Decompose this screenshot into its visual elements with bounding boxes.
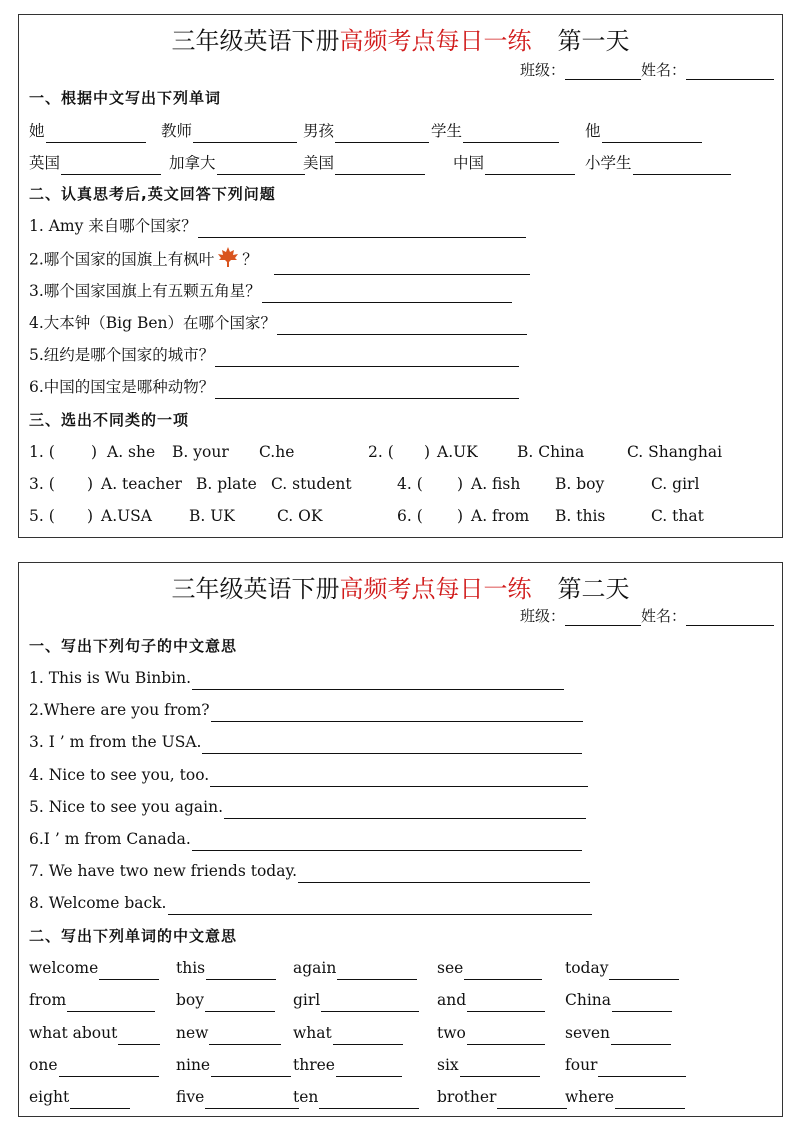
vocab-item — [29, 1053, 159, 1077]
option-a: A. from — [471, 507, 530, 525]
vocab-row — [29, 956, 769, 980]
answer-line[interactable] — [118, 1027, 160, 1045]
word-row — [29, 151, 769, 175]
answer-line[interactable] — [198, 220, 526, 238]
sentence-text: 6.I ’ m from Canada. — [29, 830, 191, 848]
answer-line[interactable] — [211, 1059, 291, 1077]
sentence-row — [29, 763, 588, 787]
vocab-word: new — [176, 1023, 209, 1042]
answer-paren[interactable]: ) — [457, 475, 464, 493]
question-row — [29, 343, 519, 367]
vocab-word: two — [437, 1023, 466, 1042]
worksheet-title — [19, 569, 782, 604]
answer-line[interactable] — [209, 1027, 281, 1045]
word-item — [169, 151, 305, 175]
answer-line[interactable] — [274, 257, 530, 275]
title-day: 第二天 — [557, 575, 630, 603]
class-field[interactable] — [565, 609, 641, 626]
sentence-text: 8. Welcome back. — [29, 894, 167, 913]
choice-number: 6. ( — [397, 507, 423, 525]
answer-line[interactable] — [612, 994, 672, 1012]
vocab-row — [29, 1021, 769, 1045]
answer-paren[interactable]: ) — [424, 443, 431, 461]
word-text: 美国 — [303, 154, 335, 172]
question-text: 2.哪个国家的国旗上有枫叶 — [29, 250, 215, 269]
answer-paren[interactable]: ) — [87, 475, 94, 493]
vocab-item — [293, 988, 419, 1012]
word-text: 学生 — [431, 122, 463, 140]
question-row — [29, 375, 519, 399]
word-text: 他 — [585, 122, 601, 140]
answer-line[interactable] — [336, 1059, 402, 1077]
answer-line[interactable] — [206, 962, 276, 980]
vocab-item — [565, 1085, 685, 1109]
vocab-word: boy — [176, 991, 205, 1010]
word-text: 英国 — [29, 154, 61, 172]
question-text: 6.中国的国宝是哪种动物？ — [29, 378, 215, 396]
answer-line[interactable] — [192, 833, 582, 851]
vocab-item — [293, 1085, 419, 1109]
vocab-item — [437, 1053, 540, 1077]
choice-number: 4. ( — [397, 475, 423, 493]
maple-leaf-icon — [216, 246, 240, 275]
choice-number: 2. ( — [368, 443, 394, 461]
vocab-word: ten — [293, 1088, 319, 1107]
title-black: 三年级英语下册 — [171, 27, 340, 55]
vocab-item — [29, 1021, 160, 1045]
answer-line[interactable] — [497, 1091, 567, 1109]
answer-line[interactable] — [298, 865, 590, 883]
name-field[interactable] — [686, 63, 774, 80]
vocab-word: eight — [29, 1088, 70, 1107]
word-row — [29, 119, 769, 143]
answer-line[interactable] — [70, 1091, 130, 1109]
answer-line[interactable] — [205, 1091, 299, 1109]
vocab-item — [293, 1053, 402, 1077]
vocab-item — [565, 988, 672, 1012]
choice-row — [29, 440, 769, 464]
name-label: 姓名： — [640, 61, 686, 79]
answer-line[interactable] — [192, 672, 564, 690]
vocab-item — [565, 1021, 671, 1045]
answer-line[interactable] — [467, 1027, 545, 1045]
vocab-item — [29, 956, 159, 980]
section-heading: 一、写出下列句子的中文意思 — [29, 637, 238, 655]
question-text: 3.哪个国家国旗上有五颗五角星？ — [29, 282, 261, 300]
option-a: A. fish — [471, 475, 521, 493]
choice-row — [29, 504, 769, 528]
vocab-item — [293, 1021, 403, 1045]
vocab-row — [29, 1085, 769, 1109]
answer-line[interactable] — [215, 349, 519, 367]
vocab-item — [437, 988, 545, 1012]
vocab-item — [176, 1085, 299, 1109]
vocab-item — [29, 988, 155, 1012]
vocab-word: what about — [29, 1023, 118, 1042]
answer-paren[interactable]: ) — [91, 443, 98, 461]
answer-line[interactable] — [485, 157, 575, 175]
question-mark: ？ — [242, 250, 258, 269]
question-text: 4.大本钟（Big Ben）在哪个国家？ — [29, 314, 277, 332]
vocab-word: nine — [176, 1055, 211, 1074]
answer-line[interactable] — [609, 962, 679, 980]
answer-line[interactable] — [615, 1091, 685, 1109]
sentence-row — [29, 666, 564, 690]
option-c: C. student — [271, 475, 352, 493]
option-b: B. boy — [555, 475, 605, 493]
answer-line[interactable] — [467, 994, 545, 1012]
vocab-word: and — [437, 991, 467, 1010]
section-heading: 一、根据中文写出下列单词 — [29, 89, 222, 107]
title-black: 三年级英语下册 — [171, 575, 340, 603]
option-c: C. Shanghai — [627, 443, 723, 461]
vocab-word: today — [565, 959, 609, 977]
vocab-item — [293, 956, 417, 980]
sentence-row — [29, 891, 592, 915]
word-text: 男孩 — [303, 122, 335, 140]
word-text: 她 — [29, 122, 45, 140]
choice-row — [29, 472, 769, 496]
class-label: 班级： — [519, 61, 565, 79]
answer-line[interactable] — [217, 157, 305, 175]
answer-line[interactable] — [464, 962, 542, 980]
vocab-row — [29, 988, 769, 1012]
vocab-word: from — [29, 991, 67, 1010]
answer-line[interactable] — [262, 285, 512, 303]
word-text: 小学生 — [585, 154, 632, 172]
name-field[interactable] — [686, 609, 774, 626]
vocab-item — [437, 1085, 567, 1109]
question-text: 5.纽约是哪个国家的城市？ — [29, 346, 215, 364]
answer-line[interactable] — [67, 994, 155, 1012]
worksheet-title — [19, 21, 782, 56]
option-b: B. your — [172, 443, 229, 461]
option-c: C. that — [651, 507, 704, 525]
word-item — [29, 151, 161, 175]
answer-line[interactable] — [59, 1059, 159, 1077]
vocab-word: three — [293, 1055, 335, 1074]
question-row — [29, 311, 527, 335]
answer-line[interactable] — [611, 1027, 671, 1045]
title-day: 第一天 — [557, 27, 630, 55]
answer-line[interactable] — [99, 962, 159, 980]
vocab-word: where — [565, 1088, 615, 1107]
class-field[interactable] — [565, 63, 641, 80]
answer-paren[interactable]: ) — [87, 507, 94, 525]
answer-line[interactable] — [202, 736, 582, 754]
name-label: 姓名： — [640, 607, 686, 625]
option-a: A.USA — [101, 507, 152, 525]
class-label: 班级： — [519, 607, 565, 625]
sentence-row — [29, 730, 582, 754]
choice-number: 1. ( — [29, 443, 55, 461]
title-red: 高频考点每日一练 — [339, 575, 532, 603]
question-row — [29, 214, 526, 238]
sentence-text: 5. Nice to see you again. — [29, 797, 223, 816]
vocab-item — [437, 956, 542, 980]
sentence-row — [29, 827, 582, 851]
worksheet-day-1 — [18, 14, 783, 538]
option-b: B. UK — [189, 507, 235, 525]
vocab-item — [176, 1053, 291, 1077]
question-row — [29, 246, 530, 270]
sentence-row — [29, 698, 583, 722]
section-heading: 三、选出不同类的一项 — [29, 411, 190, 429]
answer-line[interactable] — [277, 317, 527, 335]
word-text: 教师 — [161, 122, 193, 140]
answer-line[interactable] — [335, 125, 429, 143]
answer-line[interactable] — [211, 704, 583, 722]
answer-line[interactable] — [61, 157, 161, 175]
answer-line[interactable] — [333, 1027, 403, 1045]
word-item — [161, 119, 297, 143]
answer-line[interactable] — [463, 125, 559, 143]
vocab-item — [29, 1085, 130, 1109]
answer-line[interactable] — [337, 962, 417, 980]
class-name-fields — [520, 59, 774, 80]
title-red: 高频考点每日一练 — [339, 27, 532, 55]
word-item — [303, 151, 425, 175]
option-a: A. teacher — [101, 475, 182, 493]
word-item — [585, 119, 702, 143]
option-b: B. this — [555, 507, 606, 525]
word-item — [29, 119, 146, 143]
vocab-item — [565, 956, 679, 980]
option-a: A. she — [107, 443, 156, 461]
answer-line[interactable] — [335, 157, 425, 175]
vocab-item — [176, 988, 275, 1012]
vocab-item — [176, 1021, 281, 1045]
section-heading: 二、写出下列单词的中文意思 — [29, 927, 238, 945]
answer-line[interactable] — [602, 125, 702, 143]
choice-number: 3. ( — [29, 475, 55, 493]
option-b: B. China — [517, 443, 585, 461]
answer-line[interactable] — [46, 125, 146, 143]
word-item — [585, 151, 731, 175]
sentence-row — [29, 859, 590, 883]
vocab-word: again — [293, 959, 337, 977]
vocab-word: five — [176, 1088, 205, 1107]
vocab-word: what — [293, 1023, 332, 1042]
sentence-text: 2.Where are you from? — [29, 701, 210, 720]
sentence-text: 3. I ’ m from the USA. — [29, 733, 202, 752]
option-c: C. girl — [651, 475, 700, 493]
answer-line[interactable] — [633, 157, 731, 175]
vocab-word: welcome — [29, 959, 99, 977]
answer-line[interactable] — [460, 1059, 540, 1077]
answer-line[interactable] — [168, 897, 592, 915]
vocab-word: China — [565, 991, 612, 1010]
word-text: 加拿大 — [169, 154, 216, 172]
answer-line[interactable] — [224, 801, 586, 819]
question-text: 1. Amy 来自哪个国家？ — [29, 217, 197, 235]
vocab-word: seven — [565, 1023, 611, 1042]
vocab-word: girl — [293, 991, 321, 1010]
answer-line[interactable] — [193, 125, 297, 143]
sentence-row — [29, 795, 586, 819]
vocab-word: one — [29, 1055, 58, 1074]
answer-line[interactable] — [205, 994, 275, 1012]
vocab-item — [565, 1053, 686, 1077]
class-name-fields — [520, 605, 774, 626]
vocab-row — [29, 1053, 769, 1077]
choice-number: 5. ( — [29, 507, 55, 525]
section-heading: 二、认真思考后,英文回答下列问题 — [29, 185, 276, 203]
worksheet-day-2 — [18, 562, 783, 1117]
option-b: B. plate — [196, 475, 257, 493]
answer-line[interactable] — [210, 769, 588, 787]
vocab-word: four — [565, 1055, 598, 1074]
vocab-word: see — [437, 959, 464, 977]
answer-line[interactable] — [321, 994, 419, 1012]
word-item — [431, 119, 559, 143]
answer-paren[interactable]: ) — [457, 507, 464, 525]
answer-line[interactable] — [319, 1091, 419, 1109]
word-item — [303, 119, 429, 143]
option-c: C.he — [259, 443, 295, 461]
option-a: A.UK — [437, 443, 478, 461]
word-item — [453, 151, 575, 175]
vocab-word: brother — [437, 1088, 497, 1107]
vocab-word: six — [437, 1055, 459, 1074]
option-c: C. OK — [277, 507, 323, 525]
question-row — [29, 279, 512, 303]
sentence-text: 4. Nice to see you, too. — [29, 765, 210, 784]
word-text: 中国 — [453, 154, 485, 172]
vocab-item — [176, 956, 276, 980]
answer-line[interactable] — [598, 1059, 686, 1077]
answer-line[interactable] — [215, 381, 519, 399]
vocab-word: this — [176, 959, 206, 977]
sentence-text: 7. We have two new friends today. — [29, 862, 298, 881]
vocab-item — [437, 1021, 545, 1045]
sentence-text: 1. This is Wu Binbin. — [29, 669, 192, 687]
